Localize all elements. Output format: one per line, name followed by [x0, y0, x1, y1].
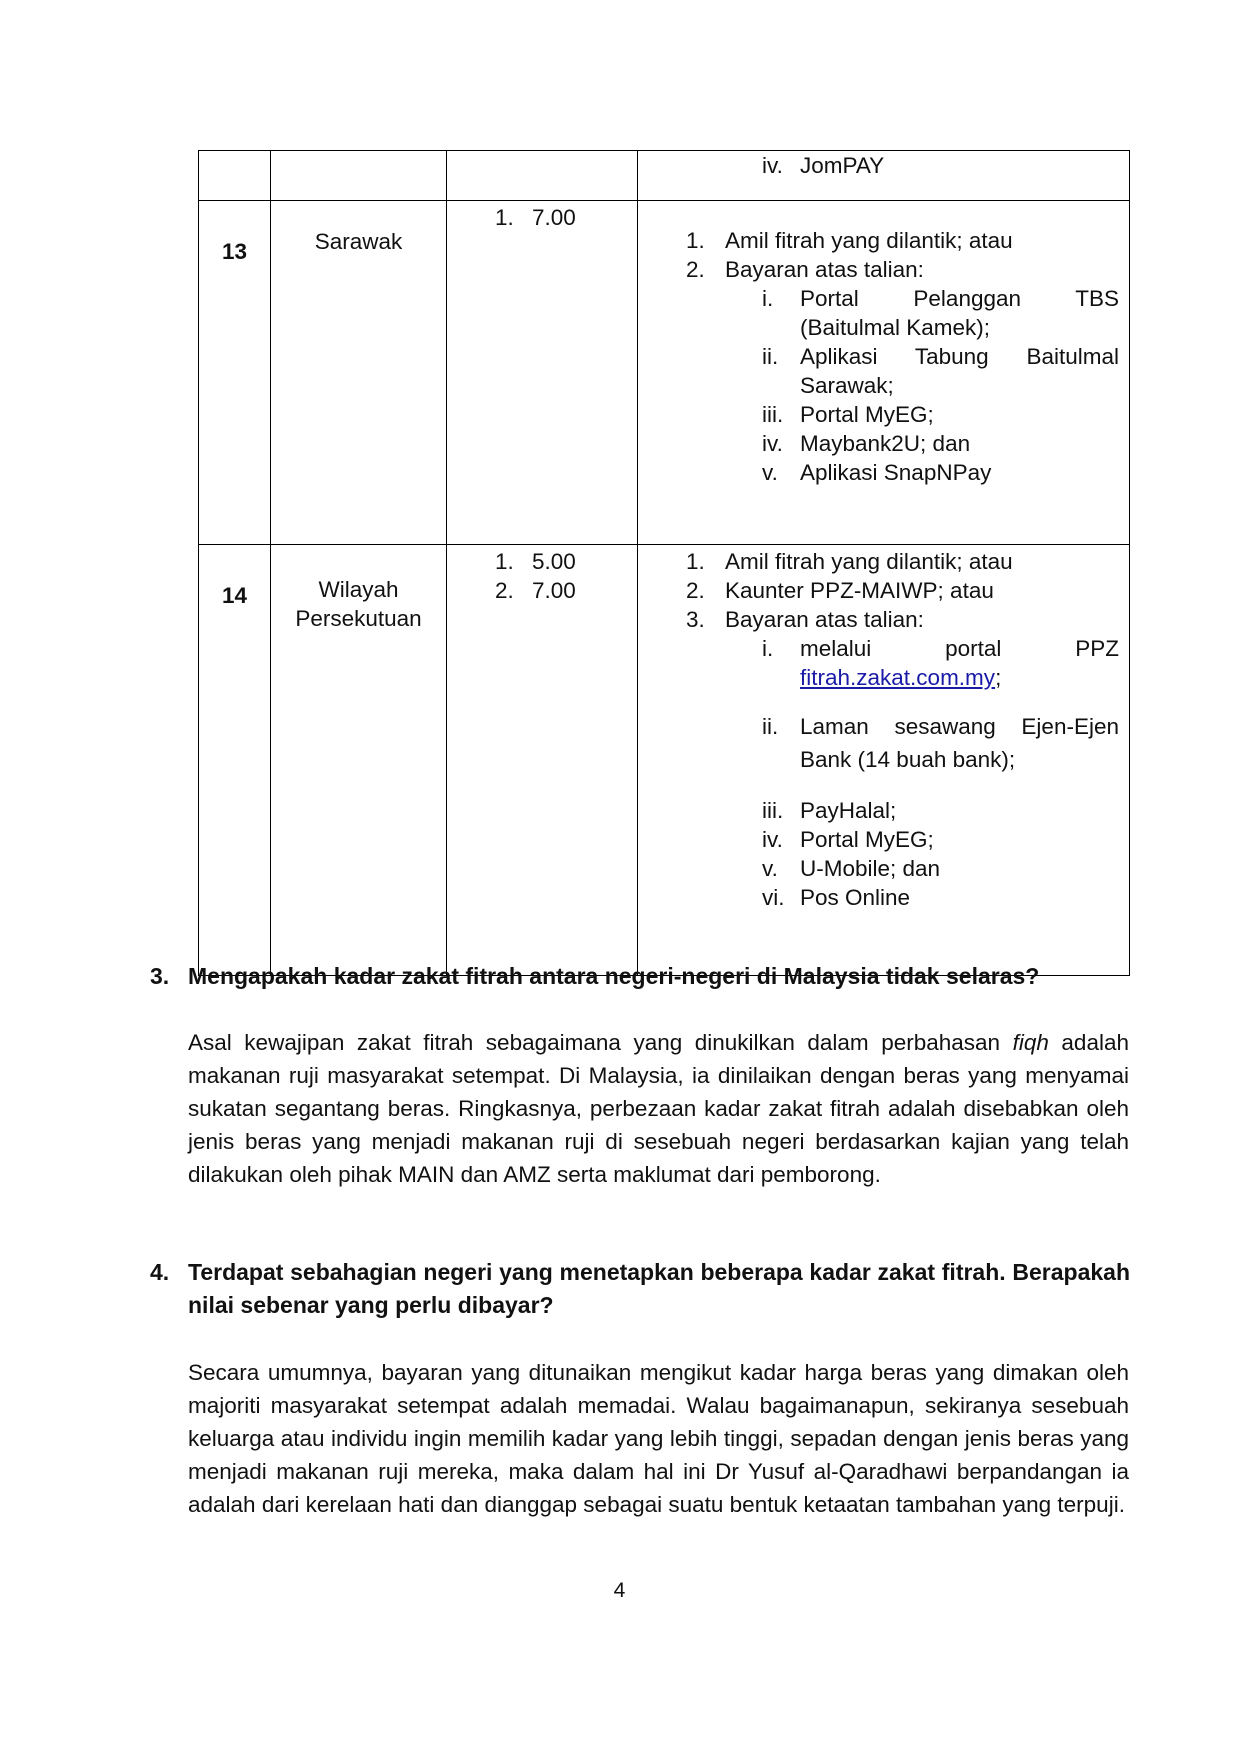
method-item: 1. Amil fitrah yang dilantik; atau — [686, 228, 1013, 253]
sub-method-item: iv. Portal MyEG; — [762, 827, 934, 852]
row-number: 13 — [199, 201, 271, 545]
sub-method-item: v. Aplikasi SnapNPay — [762, 460, 992, 485]
cell-payment-methods — [638, 151, 1130, 201]
rate-item: 1. 7.00 — [495, 205, 576, 230]
sub-method-item: vi. Pos Online — [762, 885, 911, 910]
payment-methods — [638, 545, 1130, 976]
answer-4-paragraph: Secara umumnya, bayaran yang ditunaikan mengikut kadar harga beras yang dimakan oleh majoriti masyarakat setempat adalah memadai. Walau bagaimanapun, sekiranya sesebuah keluarga atau individu ingin memilih kadar yang lebih tinggi, sepadan dengan jenis beras yang menjadi makanan ruji mereka, maka dalam hal ini Dr Yusuf al-Qaradhawi berpandangan ia adalah dari kerelaan hati dan dianggap sebagai suatu bentuk ketaatan tambahan yang terpuji. — [188, 1360, 1129, 1517]
method-item: 2. Bayaran atas talian: — [686, 257, 924, 282]
payment-methods — [638, 201, 1130, 545]
sub-method-item: ii. Aplikasi Tabung Baitulmal Sarawak; — [762, 344, 1119, 398]
cell-state — [271, 151, 447, 201]
table-row-wilayah-persekutuan — [199, 545, 1130, 976]
sub-method-item: iii. Portal MyEG; — [762, 402, 934, 427]
state-name: Sarawak — [271, 201, 447, 545]
cell-rates — [447, 151, 638, 201]
question-3-heading: 3. Mengapakah kadar zakat fitrah antara negeri-negeri di Malaysia tidak selaras? — [150, 963, 1040, 989]
method-item: 1. Amil fitrah yang dilantik; atau — [686, 549, 1013, 574]
rate-list — [447, 545, 638, 976]
table-row-sarawak — [199, 201, 1130, 545]
sub-method-item: iii. PayHalal; — [762, 798, 897, 823]
zakat-fitrah-rates-table — [198, 150, 1130, 976]
method-item: 3. Bayaran atas talian: — [686, 607, 924, 632]
ppz-fitrah-link[interactable]: fitrah.zakat.com.my — [800, 665, 996, 690]
sub-method-item: i. melalui portal PPZ fitrah.zakat.com.my; — [762, 636, 1119, 690]
cell-no — [199, 151, 271, 201]
state-name: Wilayah Persekutuan — [271, 545, 447, 976]
table-row-continuation — [199, 151, 1130, 201]
sub-method-item: iv. JomPAY — [762, 153, 885, 178]
question-4-heading: 4. Terdapat sebahagian negeri yang menetapkan beberapa kadar zakat fitrah. Berapakah nilai sebenar yang perlu dibayar? — [150, 1259, 1130, 1318]
rate-item: 1. 5.00 — [495, 549, 576, 574]
row-number: 14 — [199, 545, 271, 976]
sub-method-item: ii. Laman sesawang Ejen-Ejen Bank (14 buah bank); — [762, 714, 1119, 772]
rate-item: 2. 7.00 — [495, 578, 576, 603]
rate-list — [447, 201, 638, 545]
sub-method-item: iv. Maybank2U; dan — [762, 431, 971, 456]
sub-method-item: i. Portal Pelanggan TBS (Baitulmal Kamek); — [762, 286, 1119, 340]
page-number: 4 — [613, 1579, 626, 1602]
method-item: 2. Kaunter PPZ-MAIWP; atau — [686, 578, 994, 603]
answer-3-paragraph: Asal kewajipan zakat fitrah sebagaimana yang dinukilkan dalam perbahasan fiqh adalah makanan ruji masyarakat setempat. Di Malaysia, ia dinilaikan dengan beras yang menyamai sukatan segantang beras. Ringkasnya, perbezaan kadar zakat fitrah adalah disebabkan oleh jenis beras yang menjadi makanan ruji di sesebuah negeri berdasarkan kajian yang telah dilakukan oleh pihak MAIN dan AMZ serta maklumat dari pemborong. — [188, 1030, 1129, 1187]
sub-method-item: v. U-Mobile; dan — [762, 856, 941, 881]
